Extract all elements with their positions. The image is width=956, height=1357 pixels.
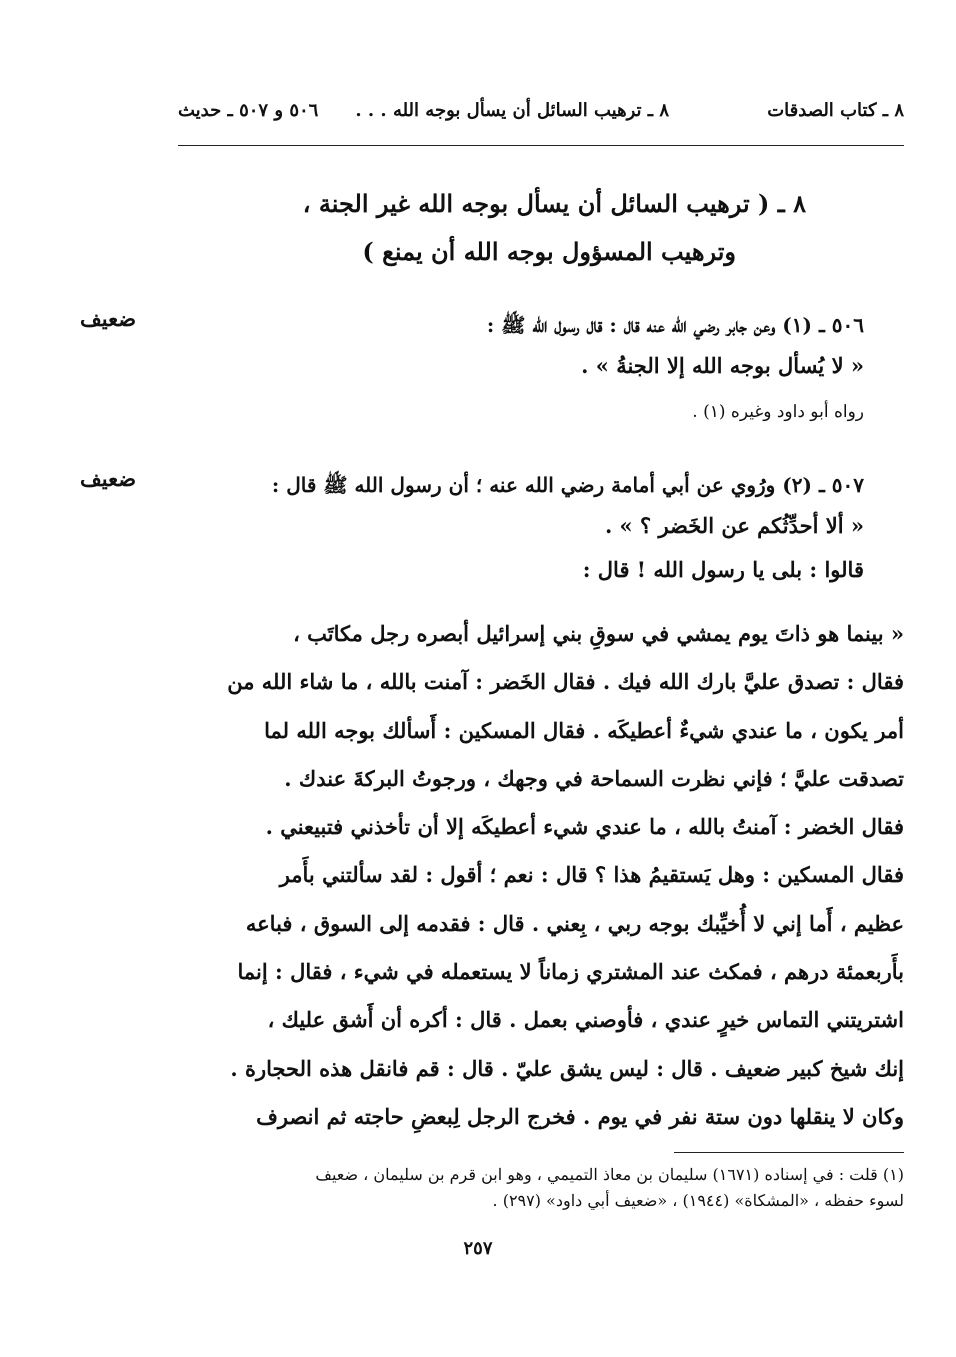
body-line: أمر يكون ، ما عندي شيءٌ أعطيكَه . فقال المسكين : أَسألك بوجه الله لما: [264, 717, 904, 743]
hadith-507-reply: قالوا : بلى يا رسول الله ! قال :: [582, 557, 864, 582]
body-line: فقال : تصدق عليَّ بارك الله فيك . فقال الخَضر : آمنت بالله ، ما شاء الله من: [227, 669, 904, 695]
chapter-heading-line2: وترهيب المسؤول بوجه الله أن يمنع ): [362, 237, 736, 266]
header-hadith-range: ٥٠٦ و ٥٠٧ ـ حديث: [178, 100, 319, 121]
body-line: اشتريتني التماس خيرٍ عندي ، فأوصني بعمل . قال : أكره أن أَشق عليك ،: [267, 1007, 904, 1033]
hadith-507-text: « ألا أحدِّثُكم عن الخَضر ؟ » .: [604, 513, 864, 538]
hadith-506-grade: ضعيف: [80, 306, 137, 331]
body-line: « بينما هو ذاتَ يوم يمشي في سوقِ بني إسرائيل أبصره رجل مكاتَب ،: [293, 621, 904, 646]
hadith-506-text: « لا يُسأل بوجه الله إلا الجنةُ » .: [581, 353, 864, 378]
hadith-507: [178, 466, 864, 592]
hadith-506-intro: ٥٠٦ ـ (١) وعن جابر رضي الله عنه قال : قال رسول الله ﷺ :: [486, 313, 864, 337]
body-line: فقال المسكين : وهل يَستقيمُ هذا ؟ قال : نعم ؛ أقول : لقد سألتني بأَمر: [279, 862, 904, 888]
chapter-heading: [178, 180, 806, 276]
hadith-506: [178, 306, 864, 432]
hadith-507-body: [178, 610, 904, 1141]
chapter-heading-line1: ٨ ـ ( ترهيب السائل أن يسأل بوجه الله غير الجنة ،: [302, 189, 806, 218]
body-line: إنك شيخ كبير ضعيف . قال : ليس يشق عليّ . قال : قم فانقل هذه الحجارة .: [230, 1055, 904, 1081]
body-line: تصدقت عليَّ ؛ فإني نظرت السماحة في وجهك ، ورجوتُ البركةَ عندك .: [284, 765, 904, 791]
body-line: عظيم ، أَما إني لا أُخيِّبك بوجه ربي ، بِعني . قال : فقدمه إلى السوق ، فباعه: [245, 910, 904, 936]
footnote-divider: [674, 1152, 904, 1153]
body-line: بأَربعمئة درهم ، فمكث عند المشتري زماناً لا يستعمله في شيء ، فقال : إنما: [237, 959, 904, 985]
body-line: فقال الخضر : آمنتُ بالله ، ما عندي شيء أعطيكَه إلا أن تأخذني فتبيعني .: [265, 814, 904, 840]
page-number: ٢٥٧: [463, 1238, 493, 1259]
header-divider: [178, 145, 904, 146]
footnote-line2: لسوء حفظه ، «المشكاة» (١٩٤٤) ، «ضعيف أبي داود» (٢٩٧) .: [492, 1191, 904, 1210]
running-header: [178, 100, 904, 134]
hadith-507-intro: ٥٠٧ ـ (٢) ورُوي عن أبي أمامة رضي الله عنه ؛ أن رسول الله ﷺ قال :: [271, 473, 864, 497]
header-book-title: ٨ ـ كتاب الصدقات: [767, 100, 904, 121]
footnote-line1: (١) قلت : في إسناده (١٦٧١) سليمان بن معاذ التميمي ، وهو ابن قرم بن سليمان ، ضعيف: [315, 1165, 904, 1184]
body-line: وكان لا ينقلها دون ستة نفر في يوم . فخرج الرجل لِبعضِ حاجته ثم انصرف: [256, 1103, 904, 1129]
hadith-507-grade: ضعيف: [80, 466, 137, 491]
header-chapter-title: ٨ ـ ترهيب السائل أن يسأل بوجه الله . . .: [355, 100, 669, 121]
footnote: [178, 1162, 904, 1214]
hadith-506-reference: رواه أبو داود وغيره (١) .: [692, 402, 864, 422]
